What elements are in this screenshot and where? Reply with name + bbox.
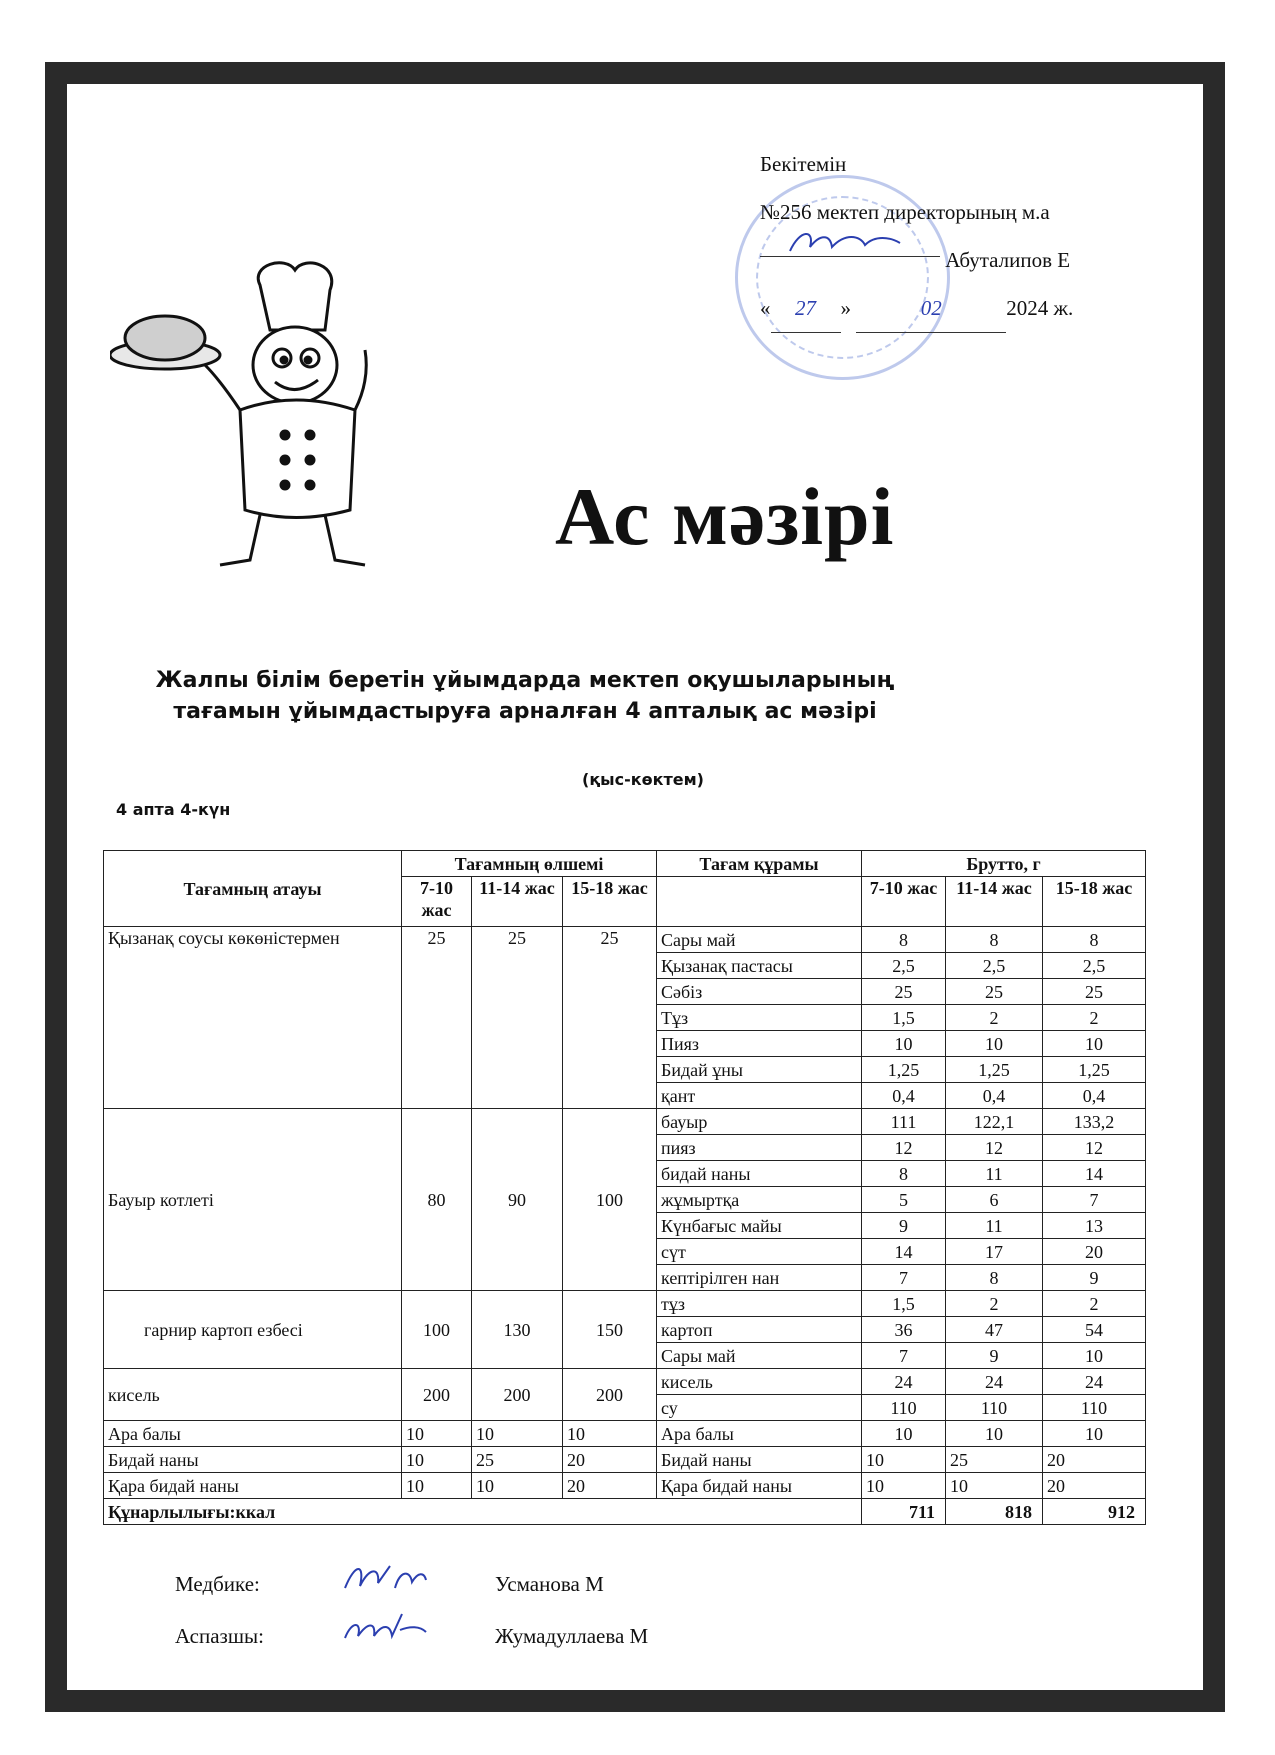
ingredient-name-cell: Бидай ұны [657, 1057, 862, 1083]
header-composition: Тағам құрамы [657, 851, 862, 877]
table-row [104, 927, 1146, 953]
portion-cell-7-10: 100 [402, 1291, 472, 1369]
ingredient-name-cell: қант [657, 1083, 862, 1109]
brutto-cell-11-14: 11 [946, 1161, 1043, 1187]
dish-name-cell: гарнир картоп езбесі [104, 1291, 402, 1369]
brutto-cell-11-14: 6 [946, 1187, 1043, 1213]
portion-cell-7-10: 25 [402, 927, 472, 1109]
header-brutto: Брутто, г [862, 851, 1146, 877]
brutto-cell-15-18: 0,4 [1043, 1083, 1146, 1109]
portion-cell-7-10: 80 [402, 1109, 472, 1291]
brutto-cell-11-14: 25 [946, 1447, 1043, 1473]
ingredient-name-cell: Сары май [657, 927, 862, 953]
date-day: 27 [771, 284, 841, 333]
brutto-cell-11-14: 2,5 [946, 953, 1043, 979]
ingredient-name-cell: су [657, 1395, 862, 1421]
brutto-cell-7-10: 1,25 [862, 1057, 946, 1083]
brutto-cell-7-10: 10 [862, 1473, 946, 1499]
ingredient-name-cell: Сары май [657, 1343, 862, 1369]
brutto-cell-15-18: 25 [1043, 979, 1146, 1005]
page-subtitle: Жалпы білім беретін ұйымдарда мектеп оқушыларының тағамын ұйымдастыруға арналған 4 апталық ас мәзірі [155, 668, 895, 724]
brutto-cell-11-14: 2 [946, 1291, 1043, 1317]
table-row [104, 1421, 1146, 1447]
dish-name-cell: Қызанақ соусы көкөністермен [104, 927, 402, 1109]
portion-cell-15-18: 20 [563, 1473, 657, 1499]
ingredient-name-cell: картоп [657, 1317, 862, 1343]
nurse-signature [340, 1558, 430, 1598]
total-calories-7-10: 711 [862, 1499, 946, 1525]
brutto-cell-11-14: 2 [946, 1005, 1043, 1031]
brutto-cell-15-18: 2 [1043, 1291, 1146, 1317]
season-label: (қыс-көктем) [582, 770, 704, 789]
table-row [104, 1291, 1146, 1317]
ingredient-name-cell: Пияз [657, 1031, 862, 1057]
portion-cell-11-14: 25 [472, 927, 563, 1109]
ingredient-name-cell: Қара бидай наны [657, 1473, 862, 1499]
brutto-cell-11-14: 24 [946, 1369, 1043, 1395]
brutto-cell-7-10: 111 [862, 1109, 946, 1135]
header-portion: Тағамның өлшемі [402, 851, 657, 877]
approval-signature-line [760, 236, 1073, 284]
header-portion-age-15-18: 15-18 жас [563, 877, 657, 927]
brutto-cell-7-10: 24 [862, 1369, 946, 1395]
week-day-label: 4 апта 4-күн [116, 800, 231, 819]
ingredient-name-cell: Күнбағыс майы [657, 1213, 862, 1239]
brutto-cell-15-18: 10 [1043, 1343, 1146, 1369]
brutto-cell-11-14: 9 [946, 1343, 1043, 1369]
ingredient-name-cell: Ара балы [657, 1421, 862, 1447]
approval-title: Бекітемін [760, 152, 847, 176]
cook-name: Жумадуллаева М [495, 1624, 649, 1648]
ingredient-name-cell: жұмыртқа [657, 1187, 862, 1213]
brutto-cell-15-18: 8 [1043, 927, 1146, 953]
brutto-cell-7-10: 12 [862, 1135, 946, 1161]
header-dish-name: Тағамның атауы [104, 851, 402, 927]
total-calories-label: Құнарлылығы:ккал [104, 1499, 862, 1525]
director-name: Абуталипов Е [945, 248, 1071, 272]
portion-cell-11-14: 10 [472, 1473, 563, 1499]
cook-signature [340, 1610, 430, 1650]
brutto-cell-15-18: 20 [1043, 1239, 1146, 1265]
brutto-cell-11-14: 110 [946, 1395, 1043, 1421]
ingredient-name-cell: Сәбіз [657, 979, 862, 1005]
ingredient-name-cell: кептірілген нан [657, 1265, 862, 1291]
table-row [104, 1109, 1146, 1135]
portion-cell-7-10: 10 [402, 1447, 472, 1473]
brutto-cell-15-18: 13 [1043, 1213, 1146, 1239]
brutto-cell-7-10: 10 [862, 1447, 946, 1473]
cook-role: Аспазшы: [175, 1624, 264, 1648]
brutto-cell-11-14: 47 [946, 1317, 1043, 1343]
brutto-cell-15-18: 24 [1043, 1369, 1146, 1395]
brutto-cell-11-14: 11 [946, 1213, 1043, 1239]
page-title: Ас мәзірі [555, 471, 895, 562]
ingredient-name-cell: кисель [657, 1369, 862, 1395]
brutto-cell-15-18: 10 [1043, 1031, 1146, 1057]
portion-cell-7-10: 10 [402, 1473, 472, 1499]
table-row [104, 1447, 1146, 1473]
dish-name-cell: Ара балы [104, 1421, 402, 1447]
total-calories-11-14: 818 [946, 1499, 1043, 1525]
portion-cell-15-18: 10 [563, 1421, 657, 1447]
brutto-cell-15-18: 14 [1043, 1161, 1146, 1187]
approval-position: №256 мектеп директорының м.а [760, 200, 1050, 224]
table-row [104, 1369, 1146, 1395]
brutto-cell-11-14: 0,4 [946, 1083, 1043, 1109]
header-portion-age-7-10: 7-10 жас [402, 877, 472, 927]
brutto-cell-11-14: 17 [946, 1239, 1043, 1265]
header-brutto-age-15-18: 15-18 жас [1043, 877, 1146, 927]
nurse-name: Усманова М [495, 1572, 604, 1596]
brutto-cell-11-14: 122,1 [946, 1109, 1043, 1135]
dish-name-cell: Қара бидай наны [104, 1473, 402, 1499]
date-quote-close: » [840, 296, 851, 320]
portion-cell-15-18: 150 [563, 1291, 657, 1369]
ingredient-name-cell: сүт [657, 1239, 862, 1265]
brutto-cell-7-10: 1,5 [862, 1005, 946, 1031]
date-quote-open: « [760, 296, 771, 320]
table-row [104, 1473, 1146, 1499]
header-composition-blank [657, 877, 862, 927]
ingredient-name-cell: Қызанақ пастасы [657, 953, 862, 979]
portion-cell-11-14: 10 [472, 1421, 563, 1447]
portion-cell-7-10: 10 [402, 1421, 472, 1447]
ingredient-name-cell: Тұз [657, 1005, 862, 1031]
brutto-cell-7-10: 14 [862, 1239, 946, 1265]
portion-cell-15-18: 100 [563, 1109, 657, 1291]
brutto-cell-15-18: 7 [1043, 1187, 1146, 1213]
brutto-cell-15-18: 20 [1043, 1447, 1146, 1473]
brutto-cell-7-10: 0,4 [862, 1083, 946, 1109]
brutto-cell-7-10: 25 [862, 979, 946, 1005]
ingredient-name-cell: тұз [657, 1291, 862, 1317]
brutto-cell-7-10: 2,5 [862, 953, 946, 979]
ingredient-name-cell: пияз [657, 1135, 862, 1161]
brutto-cell-15-18: 54 [1043, 1317, 1146, 1343]
menu-table-body [104, 927, 1146, 1499]
brutto-cell-11-14: 12 [946, 1135, 1043, 1161]
ingredient-name-cell: Бидай наны [657, 1447, 862, 1473]
brutto-cell-7-10: 36 [862, 1317, 946, 1343]
brutto-cell-7-10: 10 [862, 1031, 946, 1057]
dish-name-cell: кисель [104, 1369, 402, 1421]
portion-cell-15-18: 20 [563, 1447, 657, 1473]
ingredient-name-cell: бидай наны [657, 1161, 862, 1187]
portion-cell-15-18: 25 [563, 927, 657, 1109]
brutto-cell-11-14: 25 [946, 979, 1043, 1005]
portion-cell-11-14: 25 [472, 1447, 563, 1473]
nurse-role: Медбике: [175, 1572, 260, 1596]
brutto-cell-7-10: 8 [862, 1161, 946, 1187]
total-calories-15-18: 912 [1043, 1499, 1146, 1525]
brutto-cell-11-14: 8 [946, 927, 1043, 953]
brutto-cell-7-10: 110 [862, 1395, 946, 1421]
brutto-cell-15-18: 2,5 [1043, 953, 1146, 979]
brutto-cell-7-10: 7 [862, 1343, 946, 1369]
ingredient-name-cell: бауыр [657, 1109, 862, 1135]
approval-block [760, 140, 1073, 333]
brutto-cell-7-10: 7 [862, 1265, 946, 1291]
portion-cell-7-10: 200 [402, 1369, 472, 1421]
brutto-cell-15-18: 133,2 [1043, 1109, 1146, 1135]
chef-illustration [110, 260, 380, 580]
menu-table [103, 850, 1146, 1525]
dish-name-cell: Бидай наны [104, 1447, 402, 1473]
brutto-cell-7-10: 10 [862, 1421, 946, 1447]
header-portion-age-11-14: 11-14 жас [472, 877, 563, 927]
dish-name-cell: Бауыр котлеті [104, 1109, 402, 1291]
portion-cell-11-14: 130 [472, 1291, 563, 1369]
brutto-cell-15-18: 1,25 [1043, 1057, 1146, 1083]
director-signature [760, 236, 940, 257]
brutto-cell-7-10: 1,5 [862, 1291, 946, 1317]
brutto-cell-11-14: 10 [946, 1031, 1043, 1057]
date-year: 2024 ж. [1006, 296, 1074, 320]
portion-cell-11-14: 90 [472, 1109, 563, 1291]
brutto-cell-15-18: 9 [1043, 1265, 1146, 1291]
brutto-cell-15-18: 2 [1043, 1005, 1146, 1031]
portion-cell-15-18: 200 [563, 1369, 657, 1421]
brutto-cell-15-18: 10 [1043, 1421, 1146, 1447]
brutto-cell-7-10: 8 [862, 927, 946, 953]
brutto-cell-15-18: 20 [1043, 1473, 1146, 1499]
brutto-cell-7-10: 9 [862, 1213, 946, 1239]
brutto-cell-11-14: 1,25 [946, 1057, 1043, 1083]
header-brutto-age-11-14: 11-14 жас [946, 877, 1043, 927]
brutto-cell-11-14: 10 [946, 1473, 1043, 1499]
portion-cell-11-14: 200 [472, 1369, 563, 1421]
approval-date [760, 284, 1073, 333]
date-month: 02 [856, 284, 1006, 333]
brutto-cell-7-10: 5 [862, 1187, 946, 1213]
brutto-cell-11-14: 10 [946, 1421, 1043, 1447]
brutto-cell-11-14: 8 [946, 1265, 1043, 1291]
header-brutto-age-7-10: 7-10 жас [862, 877, 946, 927]
brutto-cell-15-18: 110 [1043, 1395, 1146, 1421]
brutto-cell-15-18: 12 [1043, 1135, 1146, 1161]
